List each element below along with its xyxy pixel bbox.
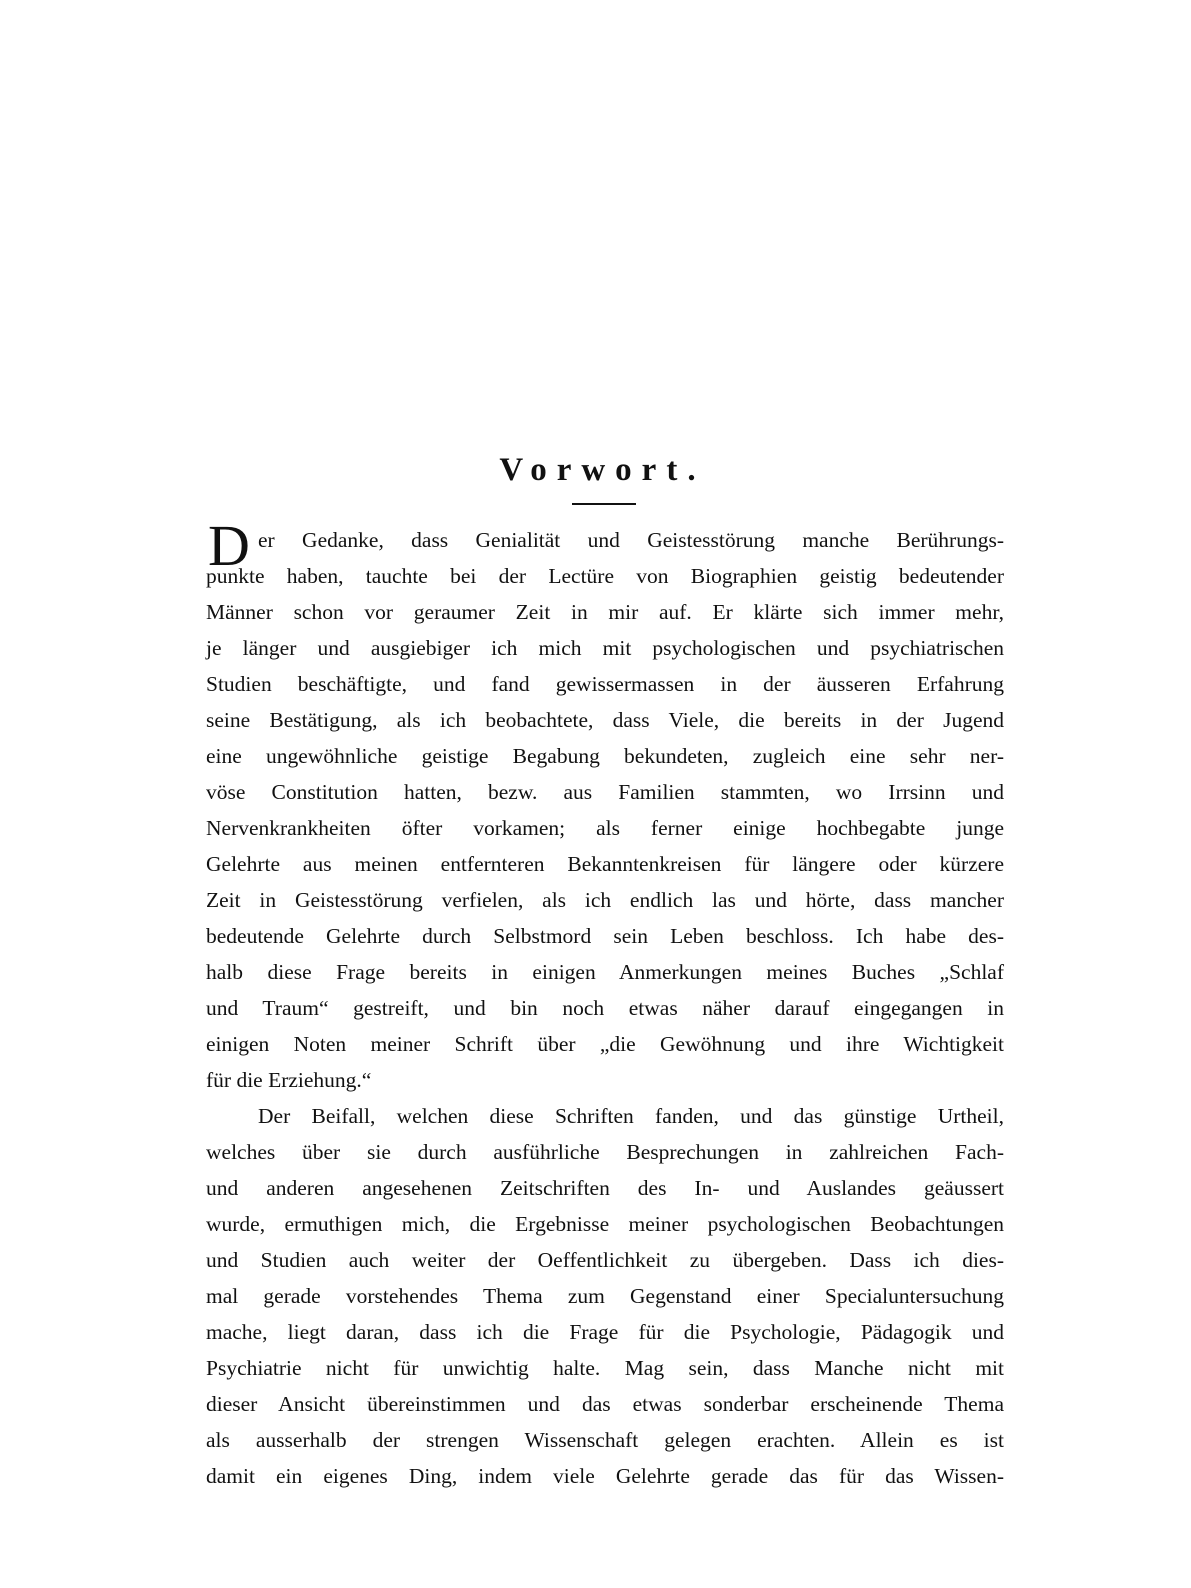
text-line: Gelehrte aus meinen entfernteren Bekanntenkreisen für längere oder kürzere — [206, 852, 1004, 876]
text-line: Männer schon vor geraumer Zeit in mir auf. Er klärte sich immer mehr, — [206, 600, 1004, 624]
text-line: je länger und ausgiebiger ich mich mit psychologischen und psychiatrischen — [206, 636, 1004, 660]
paragraph-1 — [206, 513, 1004, 1098]
text-line: eine ungewöhnliche geistige Begabung bekundeten, zugleich eine sehr ner- — [206, 744, 1004, 768]
text-line: Der Beifall, welchen diese Schriften fanden, und das günstige Urtheil, — [258, 1104, 1004, 1128]
text-line: Zeit in Geistesstörung verfielen, als ich endlich las und hörte, dass mancher — [206, 888, 1004, 912]
text-line: seine Bestätigung, als ich beobachtete, dass Viele, die bereits in der Jugend — [206, 708, 1004, 732]
paragraph-2 — [206, 1098, 1004, 1494]
text-line: Studien beschäftigte, und fand gewissermassen in der äusseren Erfahrung — [206, 672, 1004, 696]
text-line: wurde, ermuthigen mich, die Ergebnisse meiner psychologischen Beobachtungen — [206, 1212, 1004, 1236]
text-line: einigen Noten meiner Schrift über „die Gewöhnung und ihre Wichtigkeit — [206, 1032, 1004, 1056]
text-line: für die Erziehung.“ — [206, 1068, 372, 1092]
text-line: und Traum“ gestreift, und bin noch etwas näher darauf eingegangen in — [206, 996, 1004, 1020]
text-line: dieser Ansicht übereinstimmen und das etwas sonderbar erscheinende Thema — [206, 1392, 1004, 1416]
text-line: vöse Constitution hatten, bezw. aus Familien stammten, wo Irrsinn und — [206, 780, 1004, 804]
text-line: Psychiatrie nicht für unwichtig halte. Mag sein, dass Manche nicht mit — [206, 1356, 1004, 1380]
text-line: mache, liegt daran, dass ich die Frage für die Psychologie, Pädagogik und — [206, 1320, 1004, 1344]
text-line: mal gerade vorstehendes Thema zum Gegenstand einer Specialuntersuchung — [206, 1284, 1004, 1308]
text-line: damit ein eigenes Ding, indem viele Gelehrte gerade das für das Wissen- — [206, 1464, 1004, 1488]
text-line: punkte haben, tauchte bei der Lectüre von Biographien geistig bedeutender — [206, 564, 1004, 588]
text-line-content: er Gedanke, dass Genialität und Geistesstörung manche Berührungs- — [258, 528, 1004, 552]
body-text — [206, 508, 1004, 1494]
text-line: und Studien auch weiter der Oeffentlichkeit zu übergeben. Dass ich dies- — [206, 1248, 1004, 1272]
text-line: halb diese Frage bereits in einigen Anmerkungen meines Buches „Schlaf — [206, 960, 1004, 984]
drop-cap: D — [208, 513, 250, 578]
heading-rule — [572, 503, 636, 505]
text-line: und anderen angesehenen Zeitschriften des In- und Auslandes geäussert — [206, 1176, 1004, 1200]
text-line: bedeutende Gelehrte durch Selbstmord sein Leben beschloss. Ich habe des- — [206, 924, 1004, 948]
text-line: Nervenkrankheiten öfter vorkamen; als ferner einige hochbegabte junge — [206, 816, 1004, 840]
page-heading: Vorwort. — [499, 452, 706, 488]
text-line: welches über sie durch ausführliche Besprechungen in zahlreichen Fach- — [206, 1140, 1004, 1164]
text-line: als ausserhalb der strengen Wissenschaft gelegen erachten. Allein es ist — [206, 1428, 1004, 1452]
